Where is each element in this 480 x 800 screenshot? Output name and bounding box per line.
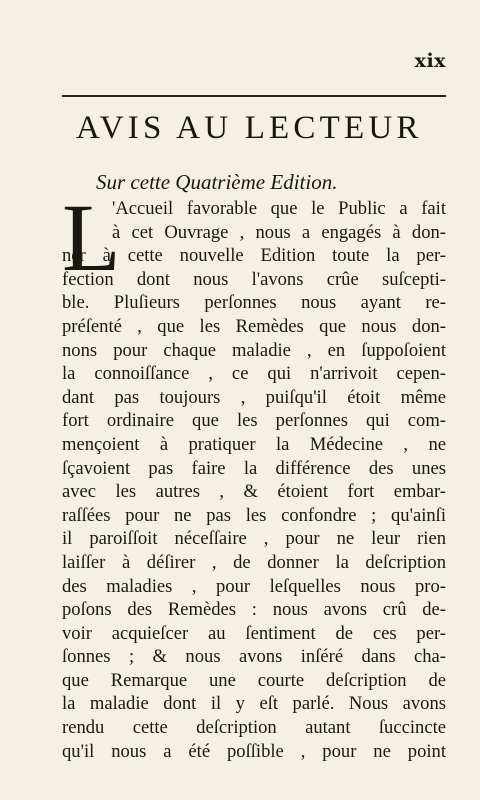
- text-line: il paroiſſoit néceſſaire , pour ne leur rien: [62, 528, 446, 550]
- text-line: fection dont nous l'avons crûe suſcepti-: [62, 268, 446, 290]
- text-line: ſçavoient pas faire la différence des unes: [62, 457, 446, 479]
- text-line: poſons des Remèdes : nous avons crû de-: [62, 599, 446, 621]
- text-line: ner à cette nouvelle Edition toute la per-: [62, 245, 446, 267]
- page-title: AVIS AU LECTEUR: [76, 110, 423, 146]
- body-text: [62, 197, 446, 763]
- text-line: la connoiſſance , ce qui n'arrivoit cepen-: [62, 363, 446, 385]
- text-line: laiſſer à déſirer , de donner la deſcription: [62, 551, 446, 573]
- text-line: rendu cette deſcription autant ſuccincte: [62, 717, 446, 739]
- header-rule: [62, 95, 446, 97]
- text-line: nons pour chaque maladie , en ſuppoſoient: [62, 339, 446, 361]
- text-line: voir acquieſcer au ſentiment de ces per-: [62, 622, 446, 644]
- text-line: 'Accueil favorable que le Public a fait: [112, 198, 446, 219]
- text-line: avec les autres , & étoient fort embar-: [62, 481, 446, 503]
- text-line: qu'il nous a été poſſible , pour ne point: [62, 740, 446, 762]
- text-line: des maladies , pour leſquelles nous pro-: [62, 575, 446, 597]
- text-line: dant pas toujours , puiſqu'il étoit même: [62, 386, 446, 408]
- text-line: préſenté , que les Remèdes que nous don-: [62, 315, 446, 337]
- text-line: fort ordinaire que les perſonnes qui com-: [62, 410, 446, 432]
- text-line: raſſées pour ne pas les confondre ; qu'ainſi: [62, 504, 446, 526]
- drop-cap: L: [62, 184, 121, 291]
- text-line: mençoient à pratiquer la Médecine , ne: [62, 433, 446, 455]
- text-line: ſonnes ; & nous avons inſéré dans cha-: [62, 646, 446, 668]
- page-subtitle: Sur cette Quatrième Edition.: [96, 170, 338, 194]
- text-line: que Remarque une courte deſcription de: [62, 669, 446, 691]
- text-line: la maladie dont il y eſt parlé. Nous avons: [62, 693, 446, 715]
- text-line: ble. Pluſieurs perſonnes nous ayant re-: [62, 292, 446, 314]
- page-number: xix: [414, 50, 446, 72]
- text-line: à cet Ouvrage , nous a engagés à don-: [112, 221, 446, 243]
